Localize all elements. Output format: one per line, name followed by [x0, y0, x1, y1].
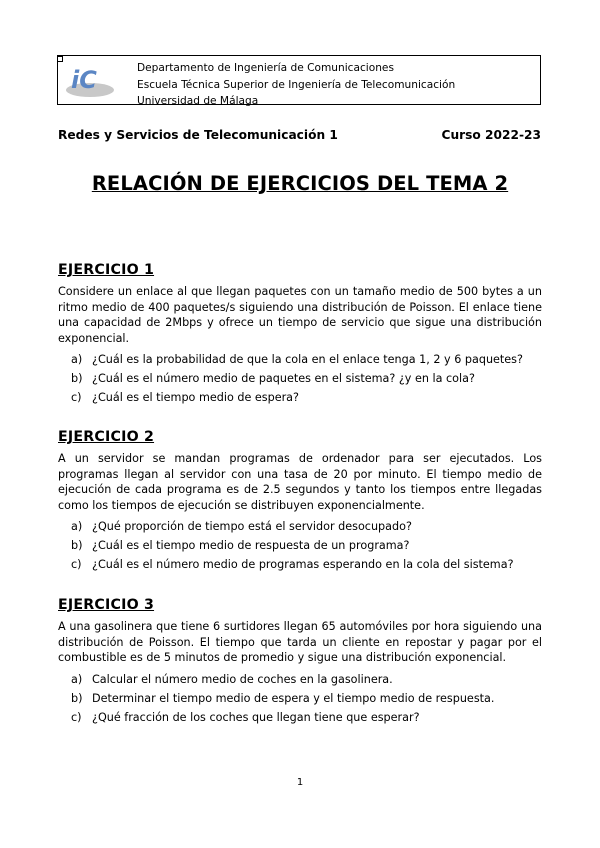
exercise-heading: EJERCICIO 2 [58, 429, 155, 445]
question-item [58, 672, 542, 687]
question-item [58, 390, 542, 405]
subject-row [58, 128, 541, 142]
question-item [58, 710, 542, 725]
academic-year: Curso 2022-23 [441, 128, 541, 142]
question-text: ¿Qué proporción de tiempo está el servidor desocupado? [92, 520, 412, 533]
page-title: RELACIÓN DE EJERCICIOS DEL TEMA 2 [91, 172, 509, 195]
question-letter: c) [71, 558, 82, 572]
question-letter: b) [71, 539, 83, 553]
department-line: Departamento de Ingeniería de Comunicaciones [137, 62, 394, 74]
question-letter: c) [71, 391, 82, 405]
question-text: ¿Cuál es el número medio de paquetes en el sistema? ¿y en la cola? [92, 372, 475, 386]
school-line: Escuela Técnica Superior de Ingeniería de Telecomunicación [137, 78, 456, 91]
header-box [57, 55, 541, 105]
corner-mark [57, 56, 63, 62]
question-text: ¿Cuál es el tiempo medio de espera? [92, 391, 299, 405]
university-line: Universidad de Málaga [137, 95, 259, 107]
university-logo [64, 60, 118, 100]
question-text: ¿Cuál es el número medio de programas esperando en la cola del sistema? [92, 558, 514, 572]
exercise-3 [58, 597, 542, 729]
question-letter: b) [71, 691, 83, 705]
question-text: ¿Cuál es la probabilidad de que la cola en el enlace tenga 1, 2 y 6 paquetes? [92, 353, 523, 366]
question-item [58, 519, 542, 534]
question-letter: c) [71, 710, 82, 724]
question-text: Calcular el número medio de coches en la gasolinera. [92, 672, 393, 686]
exercise-1 [58, 262, 542, 410]
logo-text: iC [71, 66, 97, 94]
question-item [58, 691, 542, 706]
header-lines [137, 60, 455, 110]
question-item [58, 352, 542, 367]
exercise-text: A una gasolinera que tiene 6 surtidores llegan 65 automóviles por hora siguiendo una distribución de Poisson. El tiempo que tarda un cliente en repostar y pagar por el combustible es de 5 minutos de promedio y sigue una distribución exponencial. [58, 620, 542, 664]
question-text: ¿Qué fracción de los coches que llegan tiene que esperar? [92, 710, 420, 724]
exercise-text: Considere un enlace al que llegan paquetes con un tamaño medio de 500 bytes a un ritmo medio de 400 paquetes/s siguiendo una distribución de Poisson. El enlace tiene una capacidad de 2Mbps y ofrece un tiempo de servicio que sigue una distribución exponencial. [58, 285, 542, 345]
exercise-heading: EJERCICIO 1 [58, 262, 155, 278]
course-name: Redes y Servicios de Telecomunicación 1 [58, 128, 338, 142]
exercise-text: A un servidor se mandan programas de ordenador para ser ejecutados. Los programas llegan al servidor con una tasa de 20 por minuto. El tiempo medio de ejecución de cada programa es de 2.5 segundos y tanto los tiempos entre llegadas como los tiempos de ejecución se distribuyen exponencialmente. [58, 452, 542, 512]
question-text: ¿Cuál es el tiempo medio de respuesta de un programa? [92, 539, 410, 553]
exercise-heading: EJERCICIO 3 [58, 597, 155, 613]
question-letter: a) [71, 520, 83, 533]
question-text: Determinar el tiempo medio de espera y el tiempo medio de respuesta. [92, 691, 495, 705]
exercise-2 [58, 429, 542, 577]
question-letter: a) [71, 353, 83, 366]
question-item [58, 371, 542, 386]
question-item [58, 557, 542, 572]
question-item [58, 538, 542, 553]
page-number: 1 [296, 777, 304, 788]
question-letter: a) [71, 672, 83, 686]
question-letter: b) [71, 372, 83, 386]
